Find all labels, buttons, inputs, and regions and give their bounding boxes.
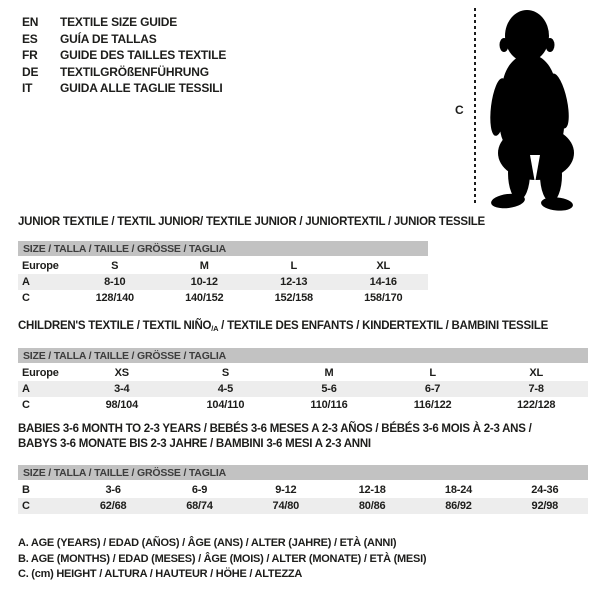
language-title: GUÍA DE TALLAS	[60, 31, 157, 46]
cell: 110/116	[310, 399, 348, 411]
row-label: A	[22, 276, 30, 288]
cell: L	[290, 260, 298, 272]
cell: 10-12	[190, 276, 218, 288]
table-row	[18, 397, 588, 413]
cell: 92/98	[531, 500, 559, 512]
cell: L	[429, 367, 436, 379]
cell: 3-6	[105, 484, 121, 496]
cell: M	[199, 260, 209, 272]
cell: 3-4	[114, 383, 130, 395]
note-c: C. (cm) HEIGHT / ALTURA / HAUTEUR / HÖHE / ALTEZZA	[18, 568, 303, 580]
children-size-table	[18, 348, 588, 413]
babies-size-table	[18, 465, 588, 514]
language-code: DE	[22, 64, 39, 79]
table-row	[18, 258, 428, 274]
language-row	[22, 31, 226, 48]
table-row	[18, 482, 588, 498]
children-title-text: CHILDREN'S TEXTILE / TEXTIL NIÑO	[18, 320, 212, 332]
cell: 152/158	[274, 292, 313, 304]
table-row	[18, 381, 588, 397]
note-b: B. AGE (MONTHS) / EDAD (MESES) / ÂGE (MOIS) / ALTER (MONATE) / ETÀ (MESI)	[18, 552, 427, 565]
size-table-header: SIZE / TALLA / TAILLE / GRÖSSE / TAGLIA	[18, 348, 588, 363]
language-title: TEXTILGRÖßENFÜHRUNG	[60, 64, 209, 79]
table-row	[18, 498, 588, 514]
cell: 12-18	[358, 484, 386, 496]
children-title-text: / TEXTILE DES ENFANTS / KINDERTEXTIL / BAMBINI TESSILE	[218, 320, 549, 332]
cell: 104/110	[206, 399, 245, 411]
babies-title-line2: BABYS 3-6 MONATE BIS 2-3 JAHRE / BAMBINI 3-6 MESI A 2-3 ANNI	[18, 438, 371, 450]
table-row	[18, 274, 428, 290]
height-measure-line	[474, 8, 476, 206]
size-table-header: SIZE / TALLA / TAILLE / GRÖSSE / TAGLIA	[18, 241, 428, 256]
table-row	[18, 290, 428, 306]
language-row	[22, 14, 226, 31]
cell: 98/104	[105, 399, 139, 411]
cell: 62/68	[99, 500, 127, 512]
cell: 140/152	[185, 292, 224, 304]
note-a: A. AGE (YEARS) / EDAD (AÑOS) / ÂGE (ANS) / ALTER (JAHRE) / ETÀ (ANNI)	[18, 537, 397, 549]
junior-section-title: JUNIOR TEXTILE / TEXTIL JUNIOR/ TEXTILE JUNIOR / JUNIORTEXTIL / JUNIOR TESSILE	[18, 216, 485, 228]
cell: 158/170	[364, 292, 403, 304]
language-row	[22, 80, 226, 97]
row-label: C	[22, 399, 30, 411]
cell: 18-24	[444, 484, 473, 496]
junior-size-table	[18, 241, 428, 306]
language-row	[22, 47, 226, 64]
cell: 128/140	[95, 292, 134, 304]
cell: XL	[376, 260, 391, 272]
legend-notes	[18, 536, 426, 583]
children-title-subscript: /A	[211, 324, 219, 333]
cell: 9-12	[275, 484, 297, 496]
cell: 8-10	[104, 276, 126, 288]
height-measure-label: C	[455, 103, 464, 117]
cell: 6-9	[191, 484, 208, 496]
row-label: C	[22, 500, 30, 512]
language-row	[22, 64, 226, 81]
cell: 12-13	[280, 276, 308, 288]
children-section-title	[18, 319, 548, 336]
language-title: GUIDE DES TAILLES TEXTILE	[60, 48, 227, 63]
language-code: ES	[22, 31, 38, 46]
size-table-header: SIZE / TALLA / TAILLE / GRÖSSE / TAGLIA	[18, 465, 588, 480]
cell: 7-8	[528, 383, 544, 395]
cell: 24-36	[531, 484, 559, 496]
cell: 4-5	[217, 383, 234, 395]
language-title: TEXTILE SIZE GUIDE	[60, 15, 178, 30]
cell: 86/92	[445, 500, 472, 512]
babies-section-title	[18, 422, 532, 452]
baby-silhouette-icon	[487, 5, 591, 213]
row-label: C	[22, 292, 30, 304]
babies-title-line1: BABIES 3-6 MONTH TO 2-3 YEARS / BEBÉS 3-6 MESES A 2-3 AÑOS / BÉBÉS 3-6 MOIS À 2-3 ANS /	[18, 423, 532, 435]
cell: XS	[114, 367, 129, 379]
cell: S	[111, 260, 119, 272]
cell: 68/74	[186, 500, 213, 512]
cell: XL	[529, 367, 543, 379]
cell: 122/128	[516, 399, 556, 411]
cell: 80/86	[358, 500, 386, 512]
language-code: FR	[22, 48, 38, 63]
table-row	[18, 365, 588, 381]
language-title: GUIDA ALLE TAGLIE TESSILI	[60, 81, 223, 96]
language-code: IT	[22, 81, 33, 96]
row-label: A	[22, 383, 30, 395]
row-label: Europe	[22, 260, 59, 272]
cell: 5-6	[321, 383, 337, 395]
language-title-block	[22, 14, 226, 97]
cell: 14-16	[369, 276, 397, 288]
cell: 116/122	[413, 399, 452, 411]
cell: 74/80	[272, 500, 300, 512]
row-label: B	[22, 484, 30, 496]
cell: M	[324, 367, 334, 379]
language-code: EN	[22, 15, 39, 30]
cell: 6-7	[424, 383, 441, 395]
cell: S	[221, 367, 229, 379]
row-label: Europe	[22, 367, 59, 379]
